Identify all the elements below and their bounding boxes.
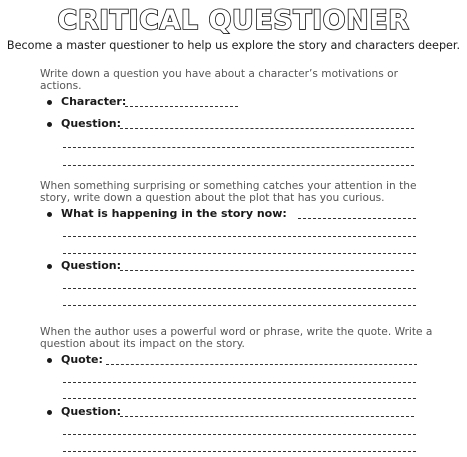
question-blank[interactable] bbox=[120, 416, 414, 417]
question-item bbox=[40, 405, 440, 419]
bullet-icon bbox=[47, 410, 52, 415]
character-item bbox=[40, 95, 440, 109]
answer-line[interactable] bbox=[63, 236, 416, 237]
answer-line[interactable] bbox=[63, 305, 416, 306]
section-prompt: When the author uses a powerful word or phrase, write the quote. Write a question about its impact on the story. bbox=[40, 326, 433, 350]
section-character-question bbox=[40, 69, 440, 169]
answer-line[interactable] bbox=[63, 288, 416, 289]
bullet-icon bbox=[47, 358, 52, 363]
section-prompt: When something surprising or something catches your attention in the story, write down a question about the plot that has you curious. bbox=[40, 180, 417, 204]
question-blank[interactable] bbox=[120, 128, 414, 129]
section-prompt: Write down a question you have about a character’s motivations or actions. bbox=[40, 68, 398, 92]
answer-line[interactable] bbox=[63, 451, 416, 452]
answer-line[interactable] bbox=[63, 398, 416, 399]
character-blank[interactable] bbox=[125, 106, 238, 107]
question-label: Question: bbox=[61, 259, 122, 272]
question-label: Question: bbox=[61, 405, 122, 418]
answer-line[interactable] bbox=[63, 382, 416, 383]
bullet-icon bbox=[47, 100, 52, 105]
bullet-icon bbox=[47, 264, 52, 269]
question-label: Question: bbox=[61, 117, 122, 130]
page-title: CRITICAL QUESTIONER bbox=[57, 5, 410, 36]
question-blank[interactable] bbox=[120, 270, 414, 271]
story-now-blank[interactable] bbox=[298, 218, 416, 219]
bullet-icon bbox=[47, 122, 52, 127]
answer-line[interactable] bbox=[63, 147, 414, 148]
quote-blank[interactable] bbox=[106, 364, 417, 365]
bullet-icon bbox=[47, 212, 52, 217]
section-plot-question bbox=[40, 181, 440, 306]
quote-item bbox=[40, 353, 440, 367]
quote-label: Quote: bbox=[61, 353, 103, 366]
question-item bbox=[40, 259, 440, 273]
question-item bbox=[40, 117, 440, 131]
story-now-label: What is happening in the story now: bbox=[61, 207, 287, 220]
section-quote-question bbox=[40, 327, 440, 455]
answer-line[interactable] bbox=[63, 165, 414, 166]
story-now-item bbox=[40, 207, 440, 221]
answer-line[interactable] bbox=[63, 434, 416, 435]
character-label: Character: bbox=[61, 95, 127, 108]
subtitle: Become a master questioner to help us explore the story and characters deeper. bbox=[6, 39, 461, 52]
answer-line[interactable] bbox=[63, 253, 416, 254]
